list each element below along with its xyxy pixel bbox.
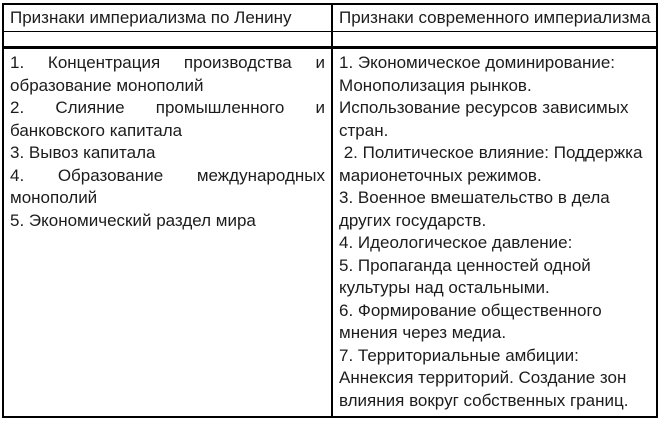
text-line: 7. Территориальные амбиции: bbox=[339, 345, 579, 365]
text-line: 5. Экономический раздел мира bbox=[10, 210, 256, 230]
text-line: других государств. bbox=[339, 210, 487, 230]
text-line: Использование ресурсов зависимых bbox=[339, 98, 629, 117]
text-line: 5. Пропаганда ценностей одной bbox=[339, 255, 591, 275]
text-line: марионеточных режимов. bbox=[339, 165, 542, 185]
text-line: 2. Политическое влияние: Поддержка bbox=[339, 143, 643, 162]
text-line: влияния вокруг собственных границ. bbox=[339, 390, 629, 410]
text-line: 3. Вывоз капитала bbox=[10, 143, 156, 162]
text-line: культуры над остальными. bbox=[339, 278, 550, 297]
header-cell-modern: Признаки современного империализма bbox=[339, 8, 651, 27]
text-line: Монополизация рынков. bbox=[339, 75, 532, 95]
text-line: стран. bbox=[339, 120, 389, 140]
empty-cell-left bbox=[4, 32, 333, 46]
text-line: 6. Формирование общественного bbox=[339, 300, 602, 320]
lenin-column-cell bbox=[4, 49, 333, 416]
table-header-row bbox=[4, 5, 656, 32]
header-cell-lenin: Признаки империализма по Ленину bbox=[4, 5, 333, 31]
text-line: 4. Образование международных bbox=[10, 165, 325, 185]
modern-column-cell bbox=[333, 49, 656, 416]
text-line: мнения через медиа. bbox=[339, 323, 507, 342]
text-line: монополий bbox=[10, 188, 98, 207]
comparison-table bbox=[2, 3, 658, 418]
text-line: образование монополий bbox=[10, 75, 204, 95]
text-line: 3. Военное вмешательство в дела bbox=[339, 188, 610, 207]
text-line: 1. Экономическое доминирование: bbox=[339, 53, 616, 72]
text-line: банковского капитала bbox=[10, 120, 183, 140]
empty-row bbox=[4, 32, 656, 49]
text-line: 2. Слияние промышленного и bbox=[10, 98, 325, 117]
text-line: Аннексия территорий. Создание зон bbox=[339, 368, 627, 387]
text-line: 4. Идеологическое давление: bbox=[339, 233, 573, 252]
text-line: 1. Концентрация производства и bbox=[10, 53, 325, 72]
empty-cell-right bbox=[333, 32, 656, 46]
table-body-row bbox=[4, 49, 656, 416]
